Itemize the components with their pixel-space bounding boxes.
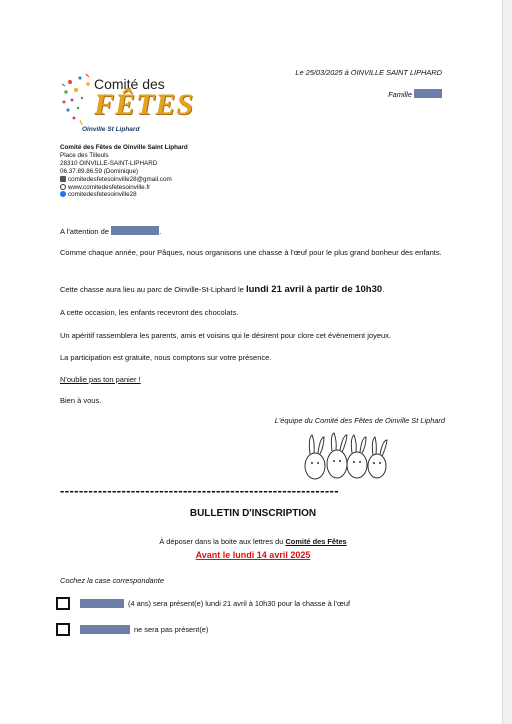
deposit-instruction [60, 537, 446, 546]
attention-line [60, 226, 444, 238]
contact-facebook-row [60, 191, 188, 199]
contact-website-row [60, 184, 188, 192]
deposit-organizer: Comité des Fêtes [285, 537, 347, 546]
bulletin-title: BULLETIN D'INSCRIPTION [189, 508, 317, 519]
contact-address1: Place des Tilleuls [60, 151, 109, 159]
vertical-scrollbar[interactable] [502, 0, 512, 724]
option-present-row [56, 597, 350, 610]
contact-email[interactable]: comitedesfetesoinville28@gmail.com [68, 175, 172, 183]
contact-email-row [60, 176, 188, 184]
logo-text-village: Oinville St Liphard [82, 126, 140, 133]
paragraph-basket: N'oublie pas ton panier ! [60, 375, 141, 384]
paragraph-date-pre: Cette chasse aura lieu au parc de Oinville-St-Liphard le [60, 285, 244, 294]
option-present-label: (4 ans) sera présent(e) lundi 21 avril à 10h30 pour la chasse à l'œuf [128, 599, 351, 608]
paragraph-date-post: . [382, 285, 385, 294]
letter-date: Le 25/03/2025 à OINVILLE SAINT LIPHARD [295, 68, 442, 77]
cut-line-separator: ----------------------------------------------------------- [60, 483, 340, 498]
absent-checkbox[interactable] [56, 623, 70, 636]
email-icon [60, 176, 66, 182]
facebook-icon [60, 191, 66, 197]
globe-icon [60, 184, 66, 190]
recipient-family [300, 89, 442, 99]
paragraph-date [60, 284, 444, 296]
option-absent-row [56, 623, 208, 636]
paragraph-chocolates: A cette occasion, les enfants recevront des chocolats. [60, 308, 239, 317]
contact-phone: 06.37.89.86.59 (Dominique) [60, 167, 139, 175]
contact-facebook[interactable]: comitedesfetesoinville28 [68, 191, 137, 199]
attention-label: A l'attention de [60, 227, 109, 236]
checkbox-instruction: Cochez la case correspondante [60, 576, 164, 585]
present-checkbox[interactable] [56, 597, 70, 610]
redacted-family-name [414, 89, 442, 98]
easter-bunnies-illustration [300, 432, 392, 482]
famille-label: Famille [388, 90, 412, 99]
paragraph-participation: La participation est gratuite, nous comptons sur votre présence. [60, 353, 272, 362]
logo-text-fetes: FÊTES [94, 88, 195, 121]
event-datetime: lundi 21 avril à partir de 10h30 [245, 284, 383, 295]
deposit-pre: À déposer dans la boite aux lettres du [159, 537, 284, 546]
paragraph-closing: Bien à vous. [60, 396, 102, 405]
attention-suffix: . [159, 227, 162, 236]
paragraph-intro: Comme chaque année, pour Pâques, nous organisons une chasse à l'œuf pour le plus grand bonheur des enfants. [60, 248, 442, 257]
redacted-child-name-1 [80, 599, 124, 608]
redacted-child-name-2 [80, 625, 130, 634]
deadline: Avant le lundi 14 avril 2025 [195, 550, 311, 560]
contact-website[interactable]: www.comitedesfetesoinville.fr [68, 183, 151, 191]
option-absent-label: ne sera pas présent(e) [134, 625, 209, 634]
contact-address2: 28310 OINVILLE-SAINT-LIPHARD [60, 159, 158, 167]
logo-text-comite: Comité des [94, 76, 165, 92]
redacted-recipient [111, 226, 162, 236]
contact-block [60, 144, 188, 199]
comite-logo [60, 70, 195, 138]
paragraph-aperitif: Un apéritif rassemblera les parents, amis et voisins qui le désirent pour clore cet évènement joyeux. [60, 331, 391, 340]
signature: L'équipe du Comité des Fêtes de Oinville St Liphard [274, 416, 445, 425]
contact-name: Comité des Fêtes de Oinville Saint Liphard [60, 144, 188, 151]
